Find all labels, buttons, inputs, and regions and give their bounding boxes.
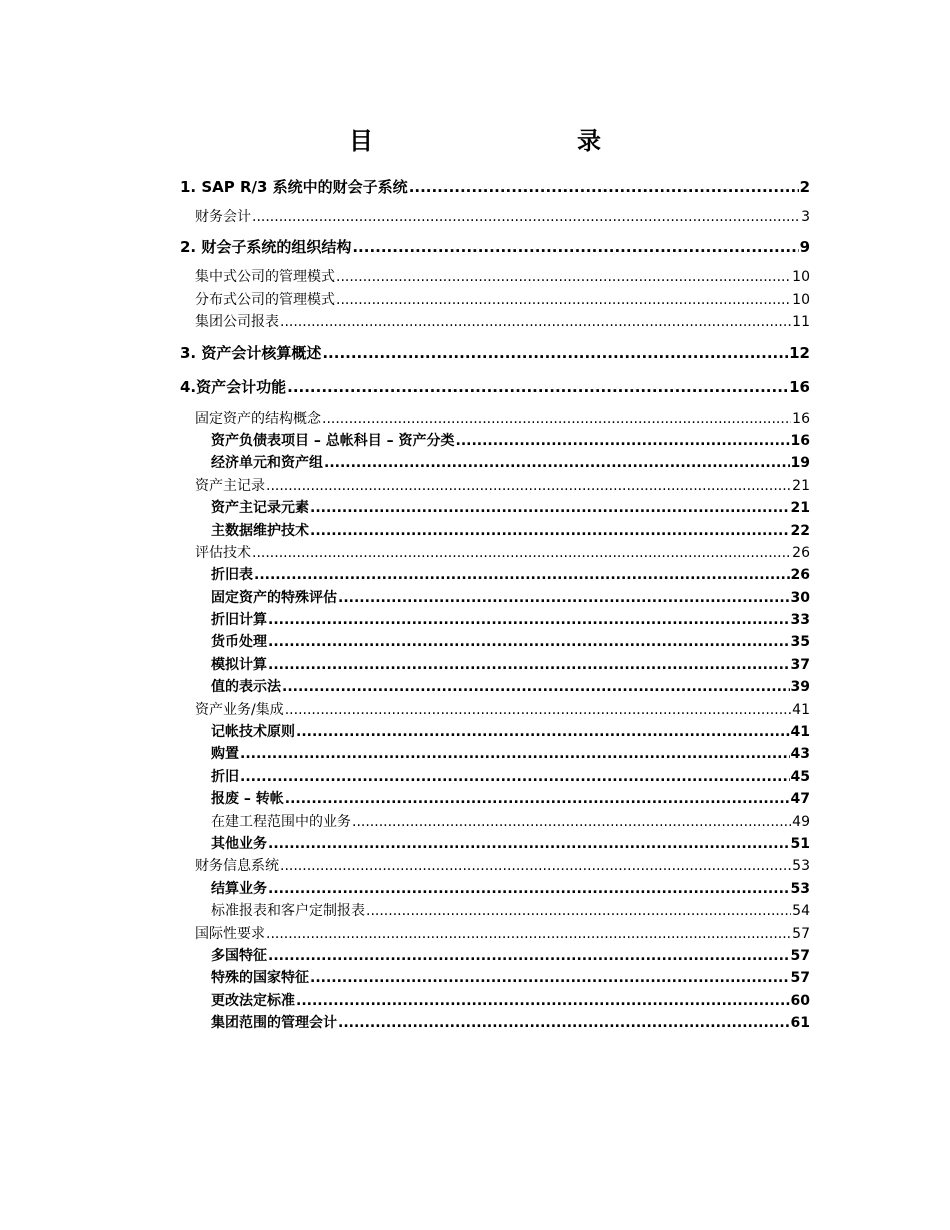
toc-entry-page: 45 xyxy=(790,768,810,785)
toc-entry-label: 折旧 xyxy=(211,768,239,785)
toc-entry[interactable] xyxy=(180,542,810,564)
toc-entry-label: 财务信息系统 xyxy=(195,858,279,875)
toc-entry-page: 60 xyxy=(790,992,810,1009)
toc-entry[interactable] xyxy=(180,766,810,788)
dot-leader xyxy=(322,408,791,430)
dot-leader xyxy=(336,289,791,311)
toc-entry-page: 49 xyxy=(792,813,810,830)
toc-entry-label: 资产主记录元素 xyxy=(211,500,309,517)
toc-entry[interactable] xyxy=(180,1012,810,1034)
toc-entry-label: 其他业务 xyxy=(211,835,267,852)
toc-entry-label: 主数据维护技术 xyxy=(211,522,309,539)
toc-entry-chapter-1[interactable] xyxy=(180,174,810,200)
toc-entry[interactable] xyxy=(180,289,810,311)
dot-leader xyxy=(296,721,790,743)
toc-entry-page: 16 xyxy=(789,377,810,396)
toc-entry-page: 51 xyxy=(790,835,810,852)
toc-entry-page: 16 xyxy=(792,410,810,427)
toc-entry-page: 21 xyxy=(792,477,810,494)
toc-entry-label: 特殊的国家特征 xyxy=(211,970,309,987)
toc-entry[interactable] xyxy=(180,878,810,900)
dot-leader xyxy=(338,1012,790,1034)
dot-leader xyxy=(456,430,790,452)
dot-leader xyxy=(268,631,790,653)
dot-leader xyxy=(352,811,791,833)
toc-entry-label: 2. 财会子系统的组织结构 xyxy=(180,238,352,257)
toc-entry-label: 更改法定标准 xyxy=(211,992,295,1009)
toc-entry-label: 折旧表 xyxy=(211,567,253,584)
toc-entry[interactable] xyxy=(180,587,810,609)
toc-entry-page: 10 xyxy=(792,269,810,286)
toc-entry-chapter-4[interactable] xyxy=(180,374,810,400)
toc-entry-label: 在建工程范围中的业务 xyxy=(211,813,351,830)
toc-entry-page: 57 xyxy=(790,947,810,964)
dot-leader xyxy=(280,855,791,877)
toc-entry[interactable] xyxy=(180,654,810,676)
toc-entry[interactable] xyxy=(180,564,810,586)
toc-entry-page: 30 xyxy=(790,589,810,606)
toc-entry-label: 购置 xyxy=(211,746,239,763)
toc-entry[interactable] xyxy=(180,520,810,542)
toc-entry[interactable] xyxy=(180,788,810,810)
dot-leader xyxy=(266,923,791,945)
toc-entry[interactable] xyxy=(180,900,810,922)
toc-entry-label: 标准报表和客户定制报表 xyxy=(211,903,365,920)
dot-leader xyxy=(322,340,788,366)
toc-entry[interactable] xyxy=(180,967,810,989)
toc-entry-label: 1. SAP R/3 系统中的财会子系统 xyxy=(180,178,408,196)
toc-entry-page: 16 xyxy=(790,432,810,449)
dot-leader xyxy=(336,266,791,288)
dot-leader xyxy=(254,564,790,586)
toc-entry-page: 53 xyxy=(790,880,810,897)
toc-entry-label: 多国特征 xyxy=(211,947,267,964)
toc-entry[interactable] xyxy=(180,945,810,967)
dot-leader xyxy=(266,475,791,497)
toc-entry[interactable] xyxy=(180,631,810,653)
toc-entry[interactable] xyxy=(180,923,810,945)
toc-entry[interactable] xyxy=(180,206,810,228)
toc-entry-page: 9 xyxy=(799,238,810,257)
toc-entry-label: 国际性要求 xyxy=(195,925,265,942)
toc-entry[interactable] xyxy=(180,452,810,474)
toc-entry[interactable] xyxy=(180,311,810,333)
toc-entry-page: 19 xyxy=(790,455,810,472)
toc-entry-label: 分布式公司的管理模式 xyxy=(195,291,335,308)
toc-entry[interactable] xyxy=(180,743,810,765)
toc-entry[interactable] xyxy=(180,475,810,497)
toc-entry-label: 固定资产的特殊评估 xyxy=(211,589,337,606)
dot-leader xyxy=(240,743,790,765)
toc-entry-page: 41 xyxy=(792,701,810,718)
toc-entry-chapter-3[interactable] xyxy=(180,340,810,366)
toc-entry-label: 资产业务/集成 xyxy=(195,701,284,718)
toc-entry[interactable] xyxy=(180,408,810,430)
toc-entry-label: 记帐技术原则 xyxy=(211,724,295,741)
toc-entry[interactable] xyxy=(180,833,810,855)
toc-entry[interactable] xyxy=(180,699,810,721)
toc-entry-label: 折旧计算 xyxy=(211,612,267,629)
toc-entry-page: 3 xyxy=(801,209,810,225)
toc-entry[interactable] xyxy=(180,430,810,452)
toc-entry-label: 财务会计 xyxy=(195,209,251,225)
toc-entry[interactable] xyxy=(180,721,810,743)
dot-leader xyxy=(252,206,800,228)
toc-entry-page: 35 xyxy=(790,634,810,651)
dot-leader xyxy=(310,967,790,989)
dot-leader xyxy=(324,452,790,474)
dot-leader xyxy=(287,374,788,400)
dot-leader xyxy=(409,174,799,200)
toc-entry-label: 经济单元和资产组 xyxy=(211,455,323,472)
dot-leader xyxy=(338,587,790,609)
toc-entry-label: 集团公司报表 xyxy=(195,314,279,331)
toc-entry-page: 2 xyxy=(799,178,810,196)
toc-entry-page: 39 xyxy=(790,679,810,696)
toc-entry-page: 54 xyxy=(792,903,810,920)
dot-leader xyxy=(268,878,790,900)
toc-entry[interactable] xyxy=(180,855,810,877)
toc-entry[interactable] xyxy=(180,811,810,833)
table-of-contents xyxy=(180,174,810,1035)
toc-entry-label: 值的表示法 xyxy=(211,679,281,696)
dot-leader xyxy=(285,788,790,810)
dot-leader xyxy=(268,609,790,631)
toc-entry-page: 26 xyxy=(790,567,810,584)
toc-entry-label: 报废 – 转帐 xyxy=(211,791,284,808)
dot-leader xyxy=(240,766,790,788)
toc-entry-label: 集团范围的管理会计 xyxy=(211,1015,337,1032)
toc-entry-label: 资产负债表项目 – 总帐科目 – 资产分类 xyxy=(211,432,455,449)
toc-entry-page: 21 xyxy=(790,500,810,517)
toc-entry-label: 评估技术 xyxy=(195,544,251,561)
dot-leader xyxy=(296,990,790,1012)
toc-entry-label: 集中式公司的管理模式 xyxy=(195,269,335,286)
toc-entry-label: 资产主记录 xyxy=(195,477,265,494)
toc-entry-page: 12 xyxy=(789,343,810,362)
dot-leader xyxy=(252,542,791,564)
toc-entry-page: 10 xyxy=(792,291,810,308)
toc-entry-page: 22 xyxy=(790,522,810,539)
dot-leader xyxy=(282,676,790,698)
dot-leader xyxy=(352,234,798,260)
toc-entry-page: 53 xyxy=(792,858,810,875)
toc-entry-page: 26 xyxy=(792,544,810,561)
dot-leader xyxy=(280,311,791,333)
toc-entry-label: 模拟计算 xyxy=(211,656,267,673)
toc-entry[interactable] xyxy=(180,609,810,631)
dot-leader xyxy=(310,497,790,519)
dot-leader xyxy=(285,699,791,721)
toc-entry-page: 57 xyxy=(790,970,810,987)
toc-title: 目 录 xyxy=(349,127,653,155)
toc-entry-chapter-2[interactable] xyxy=(180,234,810,260)
toc-entry-page: 43 xyxy=(790,746,810,763)
toc-entry-label: 货币处理 xyxy=(211,634,267,651)
toc-entry-page: 11 xyxy=(792,314,810,331)
toc-entry-page: 41 xyxy=(790,724,810,741)
toc-entry-page: 61 xyxy=(790,1015,810,1032)
toc-entry-page: 47 xyxy=(790,791,810,808)
toc-entry-page: 57 xyxy=(792,925,810,942)
dot-leader xyxy=(310,520,790,542)
toc-entry-label: 4.资产会计功能 xyxy=(180,377,287,396)
dot-leader xyxy=(268,654,790,676)
toc-entry-label: 3. 资产会计核算概述 xyxy=(180,343,322,362)
toc-entry[interactable] xyxy=(180,266,810,288)
toc-entry-page: 33 xyxy=(790,612,810,629)
dot-leader xyxy=(366,900,791,922)
toc-entry-page: 37 xyxy=(790,656,810,673)
toc-entry[interactable] xyxy=(180,497,810,519)
toc-entry-label: 固定资产的结构概念 xyxy=(195,410,321,427)
toc-entry[interactable] xyxy=(180,990,810,1012)
dot-leader xyxy=(268,945,790,967)
dot-leader xyxy=(268,833,790,855)
toc-entry-label: 结算业务 xyxy=(211,880,267,897)
toc-entry[interactable] xyxy=(180,676,810,698)
